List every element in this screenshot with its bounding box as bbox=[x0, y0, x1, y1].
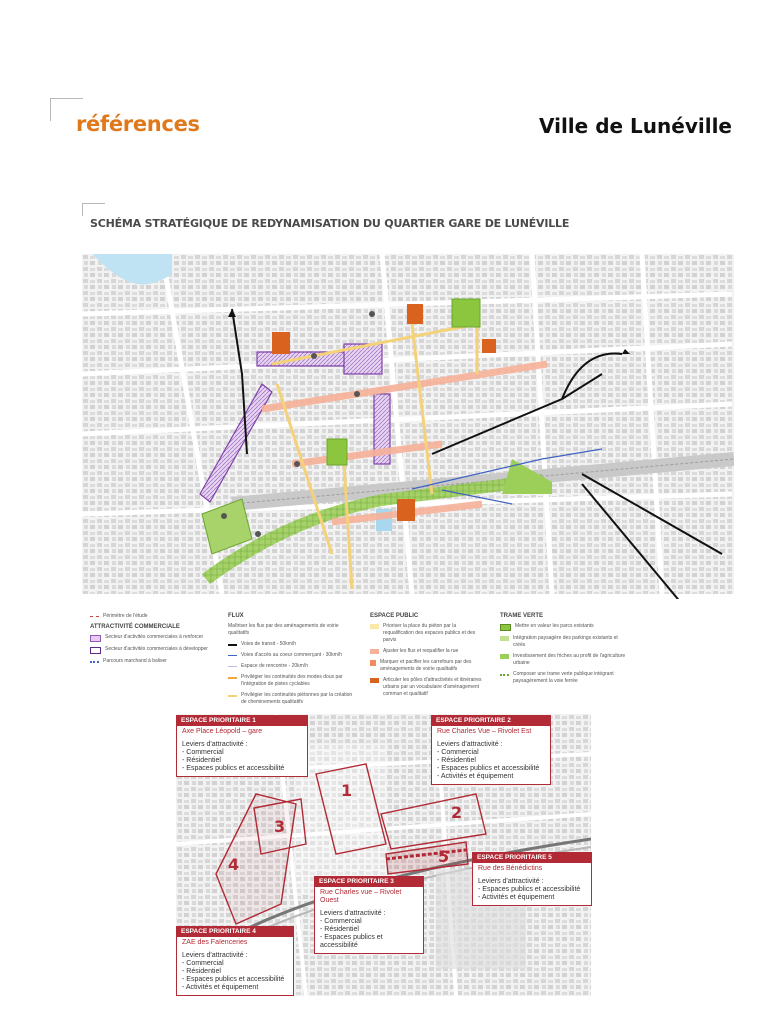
legend-flux-intro: Maîtriser les flux par des aménagements de voirie qualitatifs bbox=[228, 623, 339, 636]
lever-item: - Commercial bbox=[182, 960, 288, 968]
levers-list bbox=[478, 886, 586, 902]
legend-item bbox=[90, 658, 210, 665]
zone-number-5: 5 bbox=[438, 847, 450, 866]
legend-item bbox=[90, 646, 210, 654]
legend-item-label: Composer une trame verte publique intégrant paysagèrement la voie ferrée bbox=[513, 671, 614, 684]
levers-list bbox=[182, 960, 288, 992]
legend-item bbox=[500, 623, 630, 631]
zone-number-2: 2 bbox=[451, 803, 463, 822]
priority-space-subtitle: Rue Charles vue – Rivolet Ouest bbox=[320, 889, 402, 904]
legend-commerciale bbox=[90, 613, 210, 669]
legend-item bbox=[500, 671, 630, 685]
levers-label: Leviers d'attractivité : bbox=[320, 910, 386, 917]
legend-item bbox=[370, 623, 488, 644]
orange-square-swatch bbox=[370, 660, 376, 666]
legend-item bbox=[500, 635, 630, 649]
priority-space-subtitle: Axe Place Léopold – gare bbox=[182, 728, 263, 735]
priority-space-2 bbox=[431, 715, 551, 785]
pedestrian-line-swatch bbox=[228, 695, 237, 697]
green-swatch bbox=[500, 624, 511, 631]
zone-number-3: 3 bbox=[274, 817, 286, 836]
legend-item bbox=[90, 634, 210, 642]
lever-item: - Espaces publics et accessibilité bbox=[182, 976, 288, 984]
section-title: références bbox=[76, 112, 200, 136]
lever-item: - Activités et équipement bbox=[478, 894, 586, 902]
purple-outline-swatch bbox=[90, 647, 101, 654]
legend-perimetre-label: Périmètre de l'étude bbox=[103, 613, 148, 619]
legend-item bbox=[228, 641, 353, 648]
city-title: Ville de Lunéville bbox=[538, 114, 732, 138]
legend-commerciale-title: ATTRACTIVITÉ COMMERCIALE bbox=[90, 624, 180, 630]
priority-space-title: ESPACE PRIORITAIRE 2 bbox=[432, 716, 550, 726]
lever-item: - Activités et équipement bbox=[437, 773, 545, 781]
legend-item-label: Marquer et pacifier les carrefours par des aménagements de voirie qualitatifs bbox=[380, 659, 472, 672]
lever-item: - Espaces publics et accessibilité bbox=[320, 934, 418, 950]
priority-space-3 bbox=[314, 876, 424, 954]
legend-trame-verte bbox=[500, 613, 630, 689]
legend-item-label: Privilégier les continuités des modes doux par l'intégration de pistes cyclables bbox=[241, 674, 343, 687]
legend-espace-public-title: ESPACE PUBLIC bbox=[370, 613, 419, 619]
legend-item-label: Espace de rencontre - 20km/h bbox=[241, 663, 308, 669]
legend-item-label: Voies d'accès au coeur commerçant - 30km/h bbox=[241, 652, 343, 658]
schema-title: SCHÉMA STRATÉGIQUE DE REDYNAMISATION DU QUARTIER GARE DE LUNÉVILLE bbox=[90, 217, 570, 230]
blue-dots-swatch bbox=[90, 661, 99, 663]
priority-space-title: ESPACE PRIORITAIRE 3 bbox=[315, 877, 423, 887]
legend-item bbox=[228, 652, 353, 659]
legend-flux-title: FLUX bbox=[228, 613, 244, 619]
lever-item: - Résidentiel bbox=[320, 926, 418, 934]
legend-perimetre bbox=[90, 613, 210, 620]
lever-item: - Résidentiel bbox=[182, 757, 302, 765]
lever-item: - Commercial bbox=[320, 918, 418, 926]
legend-flux bbox=[228, 613, 353, 710]
priority-space-1 bbox=[176, 715, 308, 777]
priority-space-title: ESPACE PRIORITAIRE 5 bbox=[473, 853, 591, 863]
yellow-swatch bbox=[370, 624, 379, 629]
priority-space-5 bbox=[472, 852, 592, 906]
purple-swatch bbox=[90, 635, 101, 642]
legend-item-label: Secteur d'activités commerciales à renforcer bbox=[105, 634, 204, 640]
legend-item bbox=[370, 648, 488, 655]
lever-item: - Commercial bbox=[437, 749, 545, 757]
legend-item-label: Investissement des friches au profit de l'agriculture urbaine bbox=[513, 653, 626, 666]
legend-item-label: Privilégier les continuités piétonnes par la création de cheminements qualitatifs bbox=[241, 692, 353, 705]
levers-label: Leviers d'attractivité : bbox=[478, 878, 544, 885]
legend-item bbox=[228, 692, 353, 706]
corner-mark-schema bbox=[82, 203, 105, 216]
black-line-swatch bbox=[228, 644, 237, 646]
legend-item bbox=[228, 663, 353, 670]
legend-item bbox=[370, 659, 488, 673]
levers-list bbox=[320, 918, 418, 950]
priority-space-4 bbox=[176, 926, 294, 996]
zone-number-4: 4 bbox=[228, 855, 240, 874]
legend-item-label: Prioriser la place du piéton par la requalification des espaces publics et des parvis bbox=[383, 623, 476, 643]
levers-label: Leviers d'attractivité : bbox=[437, 741, 503, 748]
lever-item: - Espaces publics et accessibilité bbox=[182, 765, 302, 773]
salmon-swatch bbox=[370, 649, 379, 654]
priority-space-subtitle: Rue Charles Vue – Rivolet Est bbox=[437, 728, 532, 735]
legend-item bbox=[370, 677, 488, 698]
lever-item: - Résidentiel bbox=[437, 757, 545, 765]
priority-space-subtitle: ZAE des Faïenceries bbox=[182, 939, 248, 946]
legend-item-label: Secteur d'activités commerciales à développer bbox=[105, 646, 208, 652]
legend-item-label: Parcours marchand à baliser bbox=[103, 658, 167, 664]
priority-space-title: ESPACE PRIORITAIRE 1 bbox=[177, 716, 307, 726]
levers-label: Leviers d'attractivité : bbox=[182, 952, 248, 959]
levers-label: Leviers d'attractivité : bbox=[182, 741, 248, 748]
lever-item: - Activités et équipement bbox=[182, 984, 288, 992]
lever-item: - Espaces publics et accessibilité bbox=[437, 765, 545, 773]
legend-espace-public bbox=[370, 613, 488, 702]
legend-item-label: Ajuster les flux et requalifier la rue bbox=[383, 648, 459, 654]
lilac-line-swatch bbox=[228, 666, 237, 667]
priority-space-title: ESPACE PRIORITAIRE 4 bbox=[177, 927, 293, 937]
priority-space-subtitle: Rue des Bénédictins bbox=[478, 865, 543, 872]
legend-item-label: Articuler les pôles d'attractivités et itinéraires urbains par un vocabulaire d'aménagement commun et qualitatif bbox=[383, 677, 482, 697]
legend-item-label: Mettre en valeur les parcs existants bbox=[515, 623, 594, 629]
blue-line-swatch bbox=[228, 655, 237, 656]
green-hatched-swatch bbox=[500, 654, 509, 659]
green-dots-swatch bbox=[500, 674, 509, 676]
lever-item: - Espaces publics et accessibilité bbox=[478, 886, 586, 894]
levers-list bbox=[437, 749, 545, 781]
cycle-line-swatch bbox=[228, 677, 237, 679]
legend-item bbox=[500, 653, 630, 667]
legend-item-label: Intégration paysagère des parkings existants et créés bbox=[513, 635, 618, 648]
dark-orange-swatch bbox=[370, 678, 379, 683]
legend-item-label: Voies de transit - 50km/h bbox=[241, 641, 297, 647]
lever-item: - Résidentiel bbox=[182, 968, 288, 976]
lever-item: - Commercial bbox=[182, 749, 302, 757]
levers-list bbox=[182, 749, 302, 773]
light-green-swatch bbox=[500, 636, 509, 641]
legend-trame-verte-title: TRAME VERTE bbox=[500, 613, 544, 619]
legend-item bbox=[228, 674, 353, 688]
perimeter-swatch bbox=[90, 616, 99, 617]
zone-number-1: 1 bbox=[341, 781, 353, 800]
